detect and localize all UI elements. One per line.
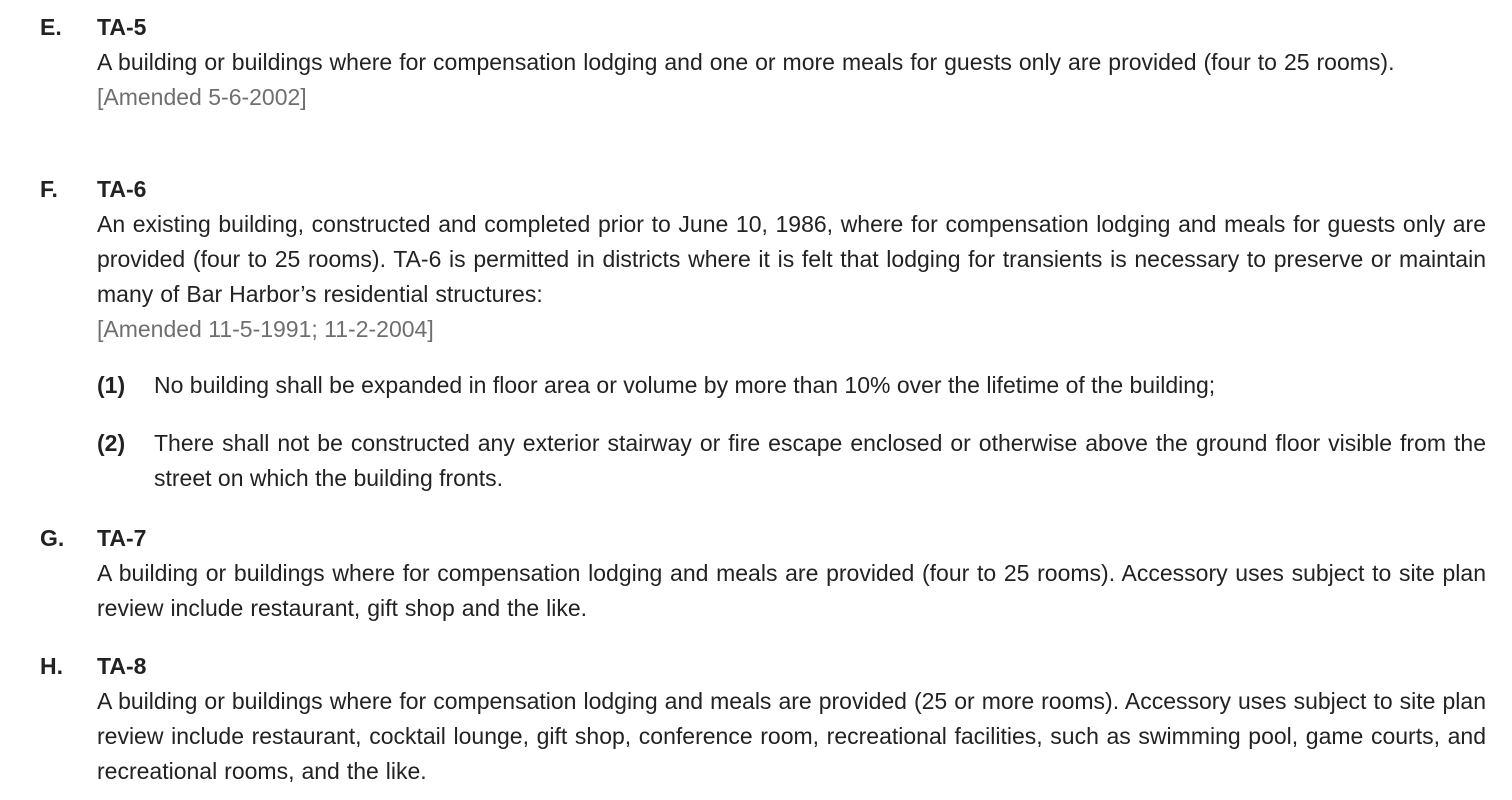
section-content bbox=[97, 10, 1486, 115]
section-letter: F. bbox=[40, 176, 58, 202]
subitem-text: There shall not be constructed any exterior stairway or fire escape enclosed or otherwise above the ground floor visible from the street on which the building fronts. bbox=[154, 430, 1486, 491]
subitem-number: (2) bbox=[97, 430, 126, 456]
list-item bbox=[97, 368, 1486, 403]
section-body: A building or buildings where for compensation lodging and meals are provided (four to 25 rooms). Accessory uses subject to site plan review include restaurant, gift shop and the like. bbox=[97, 560, 1486, 621]
subitem-number: (1) bbox=[97, 372, 126, 398]
section-content bbox=[97, 521, 1486, 626]
section-letter: H. bbox=[40, 653, 63, 679]
section-body: A building or buildings where for compensation lodging and meals are provided (25 or more rooms). Accessory uses subject to site plan review include restaurant, cocktail lounge, gift shop, conference room, recreational facilities, such as swimming pool, game courts, and recreational rooms, and the like. bbox=[97, 688, 1486, 784]
section-body: An existing building, constructed and completed prior to June 10, 1986, where for compensation lodging and meals for guests only are provided (four to 25 rooms). TA-6 is permitted in districts where it is felt that lodging for transients is necessary to preserve or maintain many of Bar Harbor’s residential structures: bbox=[97, 211, 1486, 307]
subitem-text: No building shall be expanded in floor area or volume by more than 10% over the lifetime of the building; bbox=[154, 372, 1216, 398]
list-item bbox=[97, 426, 1486, 496]
amendment-note: [Amended 5-6-2002] bbox=[97, 84, 307, 110]
amendment-note: [Amended 11-5-1991; 11-2-2004] bbox=[97, 316, 434, 342]
section-content bbox=[97, 649, 1486, 789]
section-heading: TA-6 bbox=[97, 176, 147, 202]
section-content bbox=[97, 172, 1486, 519]
section-body: A building or buildings where for compensation lodging and one or more meals for guests only are provided (four to 25 rooms). bbox=[97, 49, 1395, 75]
section-heading: TA-7 bbox=[97, 525, 147, 551]
section-letter: E. bbox=[40, 14, 62, 40]
section-heading: TA-8 bbox=[97, 653, 147, 679]
section-heading: TA-5 bbox=[97, 14, 147, 40]
section-letter: G. bbox=[40, 525, 65, 551]
subitem-list bbox=[97, 368, 1486, 496]
